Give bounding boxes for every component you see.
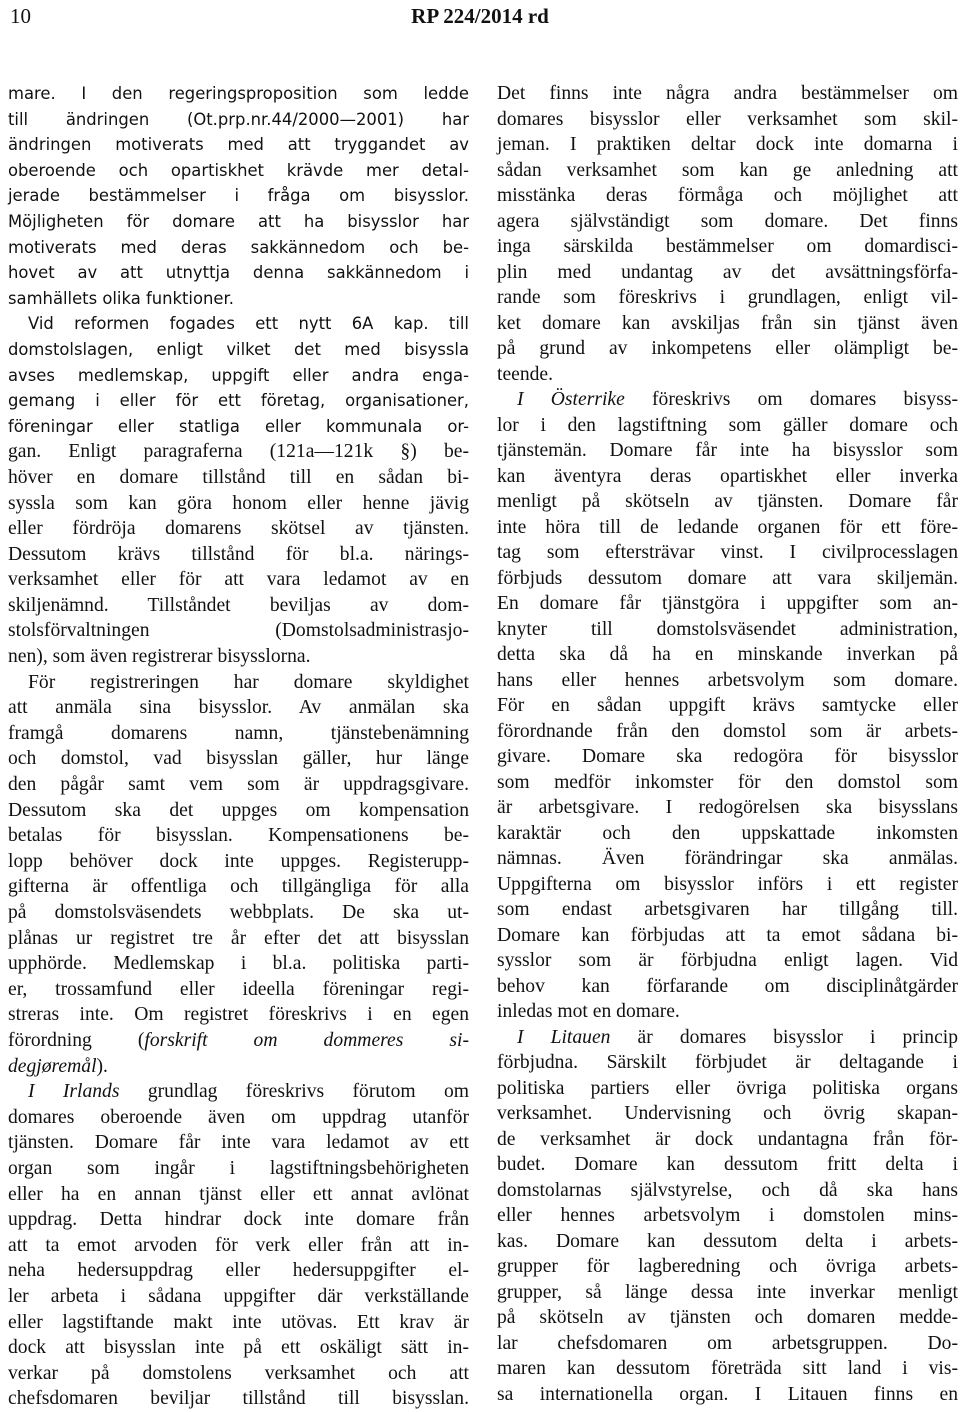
text-line bbox=[497, 999, 958, 1025]
line-text: som medför inkomster för den domstol som bbox=[497, 771, 958, 793]
italic-text: I Litauen bbox=[517, 1026, 611, 1048]
line-text: stolsförvaltningen (Domstolsadministrasjo- bbox=[8, 620, 469, 642]
line-text: eller ha en annan tjänst eller ett annat avlönat bbox=[8, 1183, 469, 1205]
text-line bbox=[8, 439, 469, 465]
line-text: plånas ur registret tre år efter det att bisysslan bbox=[8, 927, 469, 949]
text-line bbox=[497, 387, 958, 413]
text-line bbox=[497, 158, 958, 184]
text-line bbox=[8, 926, 469, 952]
text-line bbox=[8, 1310, 469, 1336]
line-text: den pågår samt vem som är uppdragsgivare. bbox=[8, 774, 469, 796]
line-text: nen), som även registrerar bisysslorna. bbox=[8, 646, 311, 668]
line-text: föreningar eller statliga eller kommunala or- bbox=[8, 416, 469, 436]
text-line bbox=[497, 1178, 958, 1204]
line-text: gifterna är offentliga och tillgängliga för alla bbox=[8, 876, 469, 898]
line-text-tail: föreskrivs om domares bisyss- bbox=[624, 389, 958, 410]
line-text: detta ska då ha en minskande inverkan på bbox=[497, 644, 958, 665]
line-text: menligt på skötseln av tjänsten. Domare får bbox=[497, 491, 958, 512]
line-text: budet. Domare kan dessutom fritt delta i bbox=[497, 1154, 958, 1175]
text-line bbox=[8, 1028, 469, 1054]
text-line bbox=[497, 872, 958, 898]
text-line bbox=[497, 1127, 958, 1153]
line-text: uppdrag. Detta hindrar dock inte domare från bbox=[8, 1209, 469, 1231]
line-text: kas. Domare kan dessutom delta i arbets- bbox=[497, 1230, 958, 1252]
text-line bbox=[8, 721, 469, 747]
text-line bbox=[8, 107, 469, 133]
text-line bbox=[8, 772, 469, 798]
text-line bbox=[8, 1258, 469, 1284]
text-line bbox=[497, 1305, 958, 1331]
text-line bbox=[8, 1233, 469, 1259]
line-text: och domstol, vad bisysslan gäller, hur länge bbox=[8, 748, 469, 770]
text-line bbox=[8, 1361, 469, 1387]
text-line bbox=[497, 1356, 958, 1382]
text-line bbox=[8, 593, 469, 619]
text-line bbox=[497, 515, 958, 541]
text-line bbox=[497, 693, 958, 719]
text-line bbox=[8, 81, 469, 107]
text-line bbox=[497, 336, 958, 362]
text-line bbox=[8, 567, 469, 593]
text-line bbox=[8, 260, 469, 286]
page-header bbox=[0, 0, 960, 40]
line-text: framgå domarens namn, tjänstebenämning bbox=[8, 722, 469, 744]
line-text: till ändringen (Ot.prp.nr.44/2000—2001) har bbox=[8, 109, 469, 129]
text-line bbox=[8, 235, 469, 261]
line-text: agera självständigt som domare. Det finns bbox=[497, 210, 958, 232]
text-line bbox=[8, 798, 469, 824]
text-line bbox=[497, 234, 958, 260]
line-text: tjänsten. Domare får inte vara ledamot av ett bbox=[8, 1132, 469, 1154]
line-text: på skötseln av tjänsten och domaren medde- bbox=[497, 1307, 958, 1328]
line-text-tail: ). bbox=[96, 1055, 108, 1077]
text-line bbox=[497, 1076, 958, 1102]
line-text: domares bisysslor eller verksamhet som skil- bbox=[497, 108, 958, 130]
line-text: sa internationella organ. I Litauen finns en bbox=[497, 1383, 958, 1405]
line-text: karaktär och den uppskattade inkomsten bbox=[497, 822, 958, 844]
text-line bbox=[8, 132, 469, 158]
text-line bbox=[8, 1182, 469, 1208]
line-text: samhällets olika funktioner. bbox=[8, 288, 234, 308]
line-text: inledas mot en domare. bbox=[497, 1001, 680, 1022]
text-line bbox=[497, 923, 958, 949]
text-line bbox=[497, 107, 958, 133]
line-text: lor i den lagstiftning som gäller domare och bbox=[497, 414, 958, 436]
line-text: jerade bestämmelser i fråga om bisysslor. bbox=[8, 186, 469, 206]
text-line bbox=[8, 337, 469, 363]
line-text: mare. I den regeringsproposition som ledde bbox=[8, 84, 469, 103]
line-text: motiverats med deras sakkännedom och be- bbox=[8, 237, 469, 257]
text-line bbox=[8, 1284, 469, 1310]
line-text: behov kan förfarande om disciplinåtgärder bbox=[497, 975, 958, 997]
text-line bbox=[8, 516, 469, 542]
text-line bbox=[497, 1152, 958, 1178]
line-text: att anmäla sina bisysslor. Av anmälan ska bbox=[8, 697, 469, 719]
line-text: hovet av att utnyttja denna sakkännedom i bbox=[8, 263, 469, 283]
line-text: tjänstemän. Domare får inte ha bisysslor som bbox=[497, 440, 958, 461]
text-line bbox=[8, 209, 469, 235]
text-line bbox=[8, 849, 469, 875]
text-line bbox=[8, 286, 469, 312]
line-text: jeman. I praktiken deltar dock inte domarna i bbox=[497, 134, 958, 155]
italic-text: I Österrike bbox=[517, 389, 625, 410]
line-text: hans eller hennes arbetsvolym som domare. bbox=[497, 669, 958, 691]
line-text: maren kan dessutom företräda sitt land i vis- bbox=[497, 1358, 958, 1379]
text-line bbox=[497, 285, 958, 311]
line-text: grupper för lagberedning och övriga arbets- bbox=[497, 1256, 958, 1277]
line-text: förbjudna. Särskilt förbjudet är deltagande i bbox=[497, 1052, 958, 1073]
line-text: inga särskilda bestämmelser om domardisci- bbox=[497, 236, 958, 257]
text-line bbox=[497, 1025, 958, 1051]
line-text: som endast arbetsgivaren har tillgång till. bbox=[497, 899, 958, 920]
text-line bbox=[8, 746, 469, 772]
line-text-tail: grundlag föreskrivs förutom om bbox=[119, 1081, 469, 1103]
line-text: höver en domare tillstånd till en sådan bi- bbox=[8, 466, 469, 488]
text-line bbox=[497, 795, 958, 821]
text-line bbox=[497, 1101, 958, 1127]
line-text: er, trossamfund eller ideella föreningar regi- bbox=[8, 978, 469, 1000]
text-line bbox=[8, 1130, 469, 1156]
line-text: För en sådan uppgift krävs samtycke eller bbox=[497, 695, 958, 716]
line-text: Uppgifterna om bisysslor införs i ett register bbox=[497, 873, 958, 895]
line-text: domares oberoende även om uppdrag utanför bbox=[8, 1106, 469, 1128]
line-text-tail: är domares bisysslor i princip bbox=[610, 1026, 959, 1048]
line-text: eller fördröja domarens skötsel av tjänsten. bbox=[8, 518, 469, 540]
line-text: Det finns inte några andra bestämmelser om bbox=[497, 83, 958, 104]
line-text: streras inte. Om registret föreskrivs i en egen bbox=[8, 1004, 469, 1026]
text-line bbox=[8, 1054, 469, 1080]
line-text: de verksamhet är dock undantagna från för- bbox=[497, 1128, 958, 1150]
line-text: nämnas. Även förändringar ska anmälas. bbox=[497, 848, 958, 869]
line-text: oberoende och opartiskhet krävde mer detal- bbox=[8, 160, 469, 180]
page-number: 10 bbox=[10, 4, 31, 28]
line-text: ler arbeta i sådana uppgifter där verkställande bbox=[8, 1285, 469, 1307]
text-line bbox=[8, 1002, 469, 1028]
text-line bbox=[497, 1203, 958, 1229]
line-text: politiska partiers eller övriga politiska organs bbox=[497, 1077, 958, 1099]
text-line bbox=[497, 132, 958, 158]
italic-text: forskrift om dommeres si- bbox=[144, 1029, 469, 1051]
text-line bbox=[8, 1335, 469, 1361]
line-text: lopp behöver dock inte uppges. Registerupp- bbox=[8, 850, 469, 872]
line-text: neha hedersuppdrag eller hedersuppgifter el- bbox=[8, 1260, 469, 1282]
text-line bbox=[497, 821, 958, 847]
text-line bbox=[497, 1280, 958, 1306]
text-line bbox=[497, 413, 958, 439]
line-text: misstänka deras förmåga och möjlighet att bbox=[497, 185, 958, 206]
line-text: att ta emot arvoden för verk eller från att in- bbox=[8, 1234, 469, 1256]
text-line bbox=[497, 1331, 958, 1357]
line-text: plin med undantag av det avsättningsförfa- bbox=[497, 261, 958, 283]
text-line bbox=[497, 540, 958, 566]
text-line bbox=[8, 465, 469, 491]
line-text: eller hennes arbetsvolym i domstolen mins- bbox=[497, 1205, 958, 1226]
text-line bbox=[8, 644, 469, 670]
text-line bbox=[497, 260, 958, 286]
line-text: inte höra till de ledande organen för ett före- bbox=[497, 516, 958, 538]
line-text: För registreringen har domare skyldighet bbox=[28, 671, 469, 693]
text-line bbox=[8, 1156, 469, 1182]
line-text: förordnande från den domstol som är arbets- bbox=[497, 720, 958, 742]
text-line bbox=[8, 542, 469, 568]
text-line bbox=[497, 668, 958, 694]
text-line bbox=[8, 311, 469, 337]
line-text: domstolslagen, enligt vilket det med bisyssla bbox=[8, 339, 469, 359]
text-line bbox=[497, 744, 958, 770]
text-line bbox=[8, 951, 469, 977]
text-line bbox=[497, 897, 958, 923]
italic-text: I Irlands bbox=[28, 1081, 120, 1103]
line-text: En domare får tjänstgöra i uppgifter som an- bbox=[497, 593, 958, 614]
left-text-column bbox=[8, 81, 469, 1412]
text-line bbox=[8, 695, 469, 721]
text-line bbox=[8, 1386, 469, 1412]
text-line bbox=[497, 438, 958, 464]
line-text: verkar på domstolens verksamhet och att bbox=[8, 1362, 469, 1384]
line-text: dock att bisysslan inte på ett oskäligt sätt in- bbox=[8, 1337, 469, 1359]
text-line bbox=[497, 642, 958, 668]
text-line bbox=[497, 311, 958, 337]
text-line bbox=[497, 770, 958, 796]
line-text: domstolarnas självstyrelse, och då ska hans bbox=[497, 1179, 958, 1201]
text-line bbox=[8, 823, 469, 849]
text-line bbox=[497, 719, 958, 745]
line-text: på grund av inkompetens eller olämpligt be- bbox=[497, 338, 958, 359]
line-text: gan. Enligt paragraferna (121a—121k §) be- bbox=[8, 441, 469, 463]
line-text: avses medlemskap, uppgift eller andra enga- bbox=[8, 365, 469, 385]
line-text: upphörde. Medlemskap i bl.a. politiska parti- bbox=[8, 953, 469, 975]
line-text: organ som ingår i lagstiftningsbehörigheten bbox=[8, 1157, 469, 1179]
text-line bbox=[8, 491, 469, 517]
text-line bbox=[8, 1105, 469, 1131]
line-text: skiljenämnd. Tillståndet beviljas av dom- bbox=[8, 594, 469, 616]
text-line bbox=[497, 1229, 958, 1255]
text-line bbox=[497, 209, 958, 235]
line-text: syssla som kan göra honom eller henne jävig bbox=[8, 492, 469, 514]
text-line bbox=[497, 362, 958, 388]
line-text: grupper, så länge dessa inte inverkar menligt bbox=[497, 1281, 958, 1303]
line-text: är arbetsgivare. I redogörelsen ska bisysslans bbox=[497, 797, 958, 818]
line-text: betalas för bisysslan. Kompensationens be- bbox=[8, 825, 469, 847]
line-text: Dessutom ska det uppges om kompensation bbox=[8, 799, 469, 821]
line-text: kan äventyra deras opartiskhet eller inverka bbox=[497, 465, 958, 487]
text-line bbox=[497, 489, 958, 515]
text-line bbox=[497, 1050, 958, 1076]
text-line bbox=[8, 618, 469, 644]
line-text: knyter till domstolsväsendet administration, bbox=[497, 618, 958, 640]
text-line bbox=[8, 977, 469, 1003]
text-line bbox=[497, 948, 958, 974]
italic-text: degjøremål bbox=[8, 1055, 97, 1077]
text-line bbox=[497, 1382, 958, 1408]
text-line bbox=[497, 617, 958, 643]
text-line bbox=[8, 363, 469, 389]
text-line bbox=[8, 874, 469, 900]
text-line bbox=[497, 1254, 958, 1280]
line-text: chefsdomaren beviljar tillstånd till bisysslan. bbox=[8, 1388, 469, 1410]
line-text: Vid reformen fogades ett nytt 6A kap. till bbox=[28, 314, 469, 334]
text-line bbox=[497, 846, 958, 872]
text-line bbox=[8, 1079, 469, 1105]
line-text: eller lagstiftande makt inte utövas. Ett krav är bbox=[8, 1311, 469, 1333]
line-text: sysslor som är förbjudna enligt lagen. Vid bbox=[497, 950, 958, 971]
line-text: lar chefsdomaren om arbetsgruppen. Do- bbox=[497, 1332, 958, 1354]
text-line bbox=[497, 183, 958, 209]
line-text: givare. Domare ska redogöra för bisysslor bbox=[497, 746, 958, 767]
text-line bbox=[497, 81, 958, 107]
text-line bbox=[497, 591, 958, 617]
text-line bbox=[8, 1207, 469, 1233]
text-line bbox=[8, 414, 469, 440]
text-line bbox=[497, 464, 958, 490]
line-text: tag som eftersträvar vinst. I civilprocesslagen bbox=[497, 542, 958, 563]
line-text: ändringen motiverats med att tryggandet av bbox=[8, 135, 469, 155]
line-text: rande som föreskrivs i grundlagen, enligt vil- bbox=[497, 287, 958, 308]
line-text: förordning ( bbox=[8, 1029, 145, 1051]
line-text: ket domare kan avskiljas från sin tjänst även bbox=[497, 312, 958, 334]
text-line bbox=[497, 566, 958, 592]
text-line bbox=[8, 900, 469, 926]
line-text: gemang i eller för ett företag, organisationer, bbox=[8, 391, 469, 411]
document-id: RP 224/2014 rd bbox=[411, 4, 549, 28]
line-text: verksamhet eller för att vara ledamot av en bbox=[8, 569, 469, 591]
line-text: sådan verksamhet som kan ge anledning att bbox=[497, 159, 958, 181]
line-text: Möjligheten för domare att ha bisysslor har bbox=[8, 211, 469, 231]
text-line bbox=[8, 388, 469, 414]
text-line bbox=[497, 974, 958, 1000]
line-text: på domstolsväsendets webbplats. De ska ut- bbox=[8, 902, 469, 923]
text-line bbox=[8, 183, 469, 209]
line-text: Domare kan förbjudas att ta emot sådana bi- bbox=[497, 924, 958, 946]
text-line bbox=[8, 158, 469, 184]
text-line bbox=[8, 670, 469, 696]
line-text: verksamhet. Undervisning och övrig skapan- bbox=[497, 1103, 958, 1124]
right-text-column bbox=[497, 81, 958, 1407]
line-text: teende. bbox=[497, 363, 554, 385]
line-text: förbjuds dessutom domare att vara skiljemän. bbox=[497, 567, 958, 589]
line-text: Dessutom krävs tillstånd för bl.a. närings- bbox=[8, 543, 469, 565]
